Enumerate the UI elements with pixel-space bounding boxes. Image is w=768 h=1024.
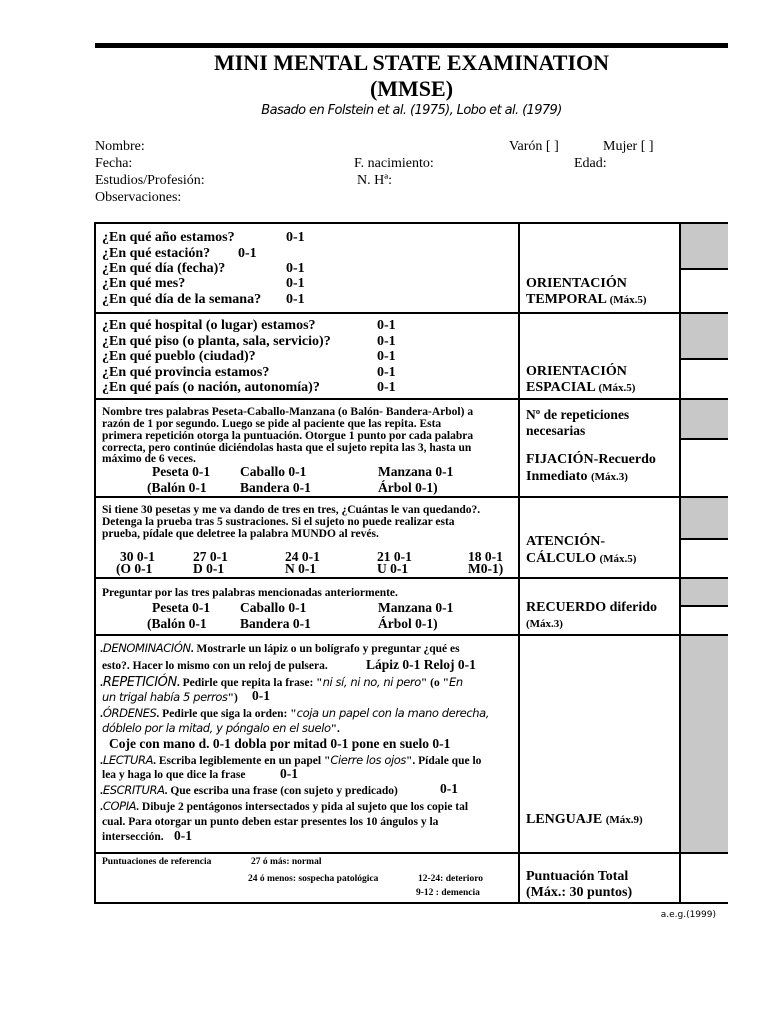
score-cell[interactable] — [680, 224, 728, 268]
section-label: ORIENTACIÓN — [526, 364, 627, 379]
copia-line: .COPIA. Dibuje 2 pentágonos intersectados y pida al sujeto que los copie tal — [100, 799, 469, 813]
footer-credit: a.e.g.(1999) — [660, 910, 716, 920]
denominacion-scores[interactable]: Lápiz 0-1 Reloj 0-1 — [366, 657, 476, 672]
row-border — [94, 634, 728, 636]
section-label: LENGUAJE (Máx.9) — [526, 812, 643, 827]
calc-option[interactable]: 30 0-1 — [120, 549, 155, 564]
score-option[interactable]: 0-1 — [377, 380, 396, 395]
question: ¿En qué país (o nación, autonomía)? — [102, 380, 320, 395]
escritura-line: .ESCRITURA. Que escriba una frase (con sujeto y predicado) — [100, 783, 398, 797]
question: ¿En qué hospital (o lugar) estamos? — [102, 318, 316, 333]
instruction-line: prueba, pídale que deletree la palabra MUNDO al revés. — [102, 528, 379, 540]
denominacion-line2: esto?. Hacer lo mismo con un reloj de pulsera. — [102, 660, 328, 672]
reference-normal: 27 ó más: normal — [251, 857, 322, 867]
calc-option[interactable]: N 0-1 — [285, 561, 317, 576]
score-option[interactable]: 0-1 — [238, 246, 257, 261]
word-option[interactable]: Caballo 0-1 — [240, 464, 307, 479]
instruction-line: Preguntar por las tres palabras mencionadas anteriormente. — [102, 587, 398, 599]
word-option[interactable]: Árbol 0-1) — [378, 616, 438, 631]
row-border — [94, 902, 728, 904]
repeticion-score[interactable]: 0-1 — [252, 688, 270, 703]
label-nha: N. Hª: — [357, 173, 392, 188]
section-label: Inmediato (Máx.3) — [526, 469, 628, 484]
score-option[interactable]: 0-1 — [286, 230, 305, 245]
word-option[interactable]: (Balón 0-1 — [147, 480, 207, 495]
word-option[interactable]: Bandera 0-1 — [240, 480, 311, 495]
copia-score[interactable]: 0-1 — [174, 828, 192, 843]
word-option[interactable]: Bandera 0-1 — [240, 616, 311, 631]
label-nombre: Nombre: — [95, 139, 145, 154]
title-line1: MINI MENTAL STATE EXAMINATION — [213, 50, 610, 75]
word-option[interactable]: Peseta 0-1 — [152, 464, 211, 479]
instruction-line: Nombre tres palabras Peseta-Caballo-Manzana (o Balón- Bandera-Arbol) a — [102, 406, 474, 418]
total-max: (Máx.: 30 puntos) — [526, 885, 633, 900]
label-nacimiento: F. nacimiento: — [354, 156, 434, 171]
score-cell[interactable] — [680, 400, 728, 438]
calc-option[interactable]: U 0-1 — [377, 561, 409, 576]
total-label: Puntuación Total — [526, 869, 629, 884]
row-border — [94, 852, 728, 854]
label-observaciones: Observaciones: — [95, 190, 182, 205]
instruction-line: correcta, pero continúe diciéndolas hasta que el sujeto repita las 3, hasta un — [102, 442, 472, 454]
score-cell[interactable] — [680, 636, 728, 852]
question: ¿En qué año estamos? — [102, 230, 235, 245]
section-label: RECUERDO diferido — [526, 600, 658, 615]
calc-option[interactable]: 18 0-1 — [468, 549, 503, 564]
score-cell[interactable] — [680, 314, 728, 358]
question: ¿En qué provincia estamos? — [102, 365, 270, 380]
checkbox-varon[interactable]: Varón [ ] — [509, 139, 559, 154]
word-option[interactable]: Peseta 0-1 — [152, 600, 211, 615]
word-option[interactable]: Caballo 0-1 — [240, 600, 307, 615]
col-border — [679, 222, 681, 904]
instruction-line: Detenga la prueba tras 5 sustraciones. Si el sujeto no puede realizar esta — [102, 516, 455, 528]
calc-option[interactable]: 21 0-1 — [377, 549, 412, 564]
reference-sospecha: 24 ó menos: sospecha patológica — [248, 874, 379, 884]
copia-line3: intersección. — [102, 831, 164, 843]
top-rule — [95, 43, 728, 48]
score-option[interactable]: 0-1 — [286, 276, 305, 291]
instruction-line: primera repetición otorga la puntuación. Otorgue 1 punto por cada palabra — [102, 430, 474, 442]
instruction-line: Si tiene 30 pesetas y me va dando de tres en tres, ¿Cuántas le van quedando?. — [102, 504, 481, 516]
row-border — [94, 312, 728, 314]
section-max: (Máx.3) — [526, 618, 563, 630]
section-label: ESPACIAL (Máx.5) — [526, 380, 636, 395]
row-border — [94, 496, 728, 498]
word-option[interactable]: Manzana 0-1 — [378, 464, 454, 479]
score-option[interactable]: 0-1 — [377, 349, 396, 364]
ordenes-scores[interactable]: Coje con mano d. 0-1 dobla por mitad 0-1 pone en suelo 0-1 — [109, 736, 451, 751]
score-option[interactable]: 0-1 — [377, 318, 396, 333]
col-border — [94, 222, 96, 904]
section-label: ATENCIÓN- — [526, 534, 606, 549]
copia-line2: cual. Para otorgar un punto deben estar presentes los 10 ángulos y la — [102, 816, 439, 828]
section-label: ORIENTACIÓN — [526, 276, 627, 291]
cell-border — [680, 605, 728, 607]
label-edad: Edad: — [574, 156, 607, 171]
row-border — [94, 577, 728, 579]
repeticion-line: .REPETICIÓN. Pedirle que repita la frase: "ni sí, ni no, ni pero" (o "En — [100, 675, 463, 690]
question: ¿En qué día de la semana? — [102, 292, 262, 307]
label-fecha: Fecha: — [95, 156, 133, 171]
escritura-score[interactable]: 0-1 — [440, 781, 458, 796]
calc-option[interactable]: M0-1) — [468, 561, 504, 576]
mmse-table — [94, 222, 728, 904]
repetitions-label: necesarias — [526, 423, 586, 438]
score-cell[interactable] — [680, 579, 728, 605]
instruction-line: razón de 1 por segundo. Luego se pide al paciente que las repita. Esta — [102, 418, 442, 430]
reference-deterioro: 12-24: deterioro — [418, 874, 483, 884]
ordenes-line2: dóblelo por la mitad, y póngalo en el suelo". — [102, 721, 340, 735]
calc-option[interactable]: (O 0-1 — [116, 561, 153, 576]
question: ¿En qué mes? — [102, 276, 186, 291]
question: ¿En qué piso (o planta, sala, servicio)? — [102, 334, 331, 349]
repeticion-line2: un trigal había 5 perros") — [102, 690, 238, 704]
col-border — [518, 222, 520, 904]
cell-border — [680, 438, 728, 440]
question: ¿En qué estación? — [102, 246, 211, 261]
denominacion-line: .DENOMINACIÓN. Mostrarle un lápiz o un bolígrafo y preguntar ¿qué es — [100, 641, 460, 655]
question: ¿En qué pueblo (ciudad)? — [102, 349, 256, 364]
cell-border — [680, 358, 728, 360]
subtitle: Basado en Folstein et al. (1975), Lobo et al. (1979) — [261, 103, 562, 118]
section-label: TEMPORAL (Máx.5) — [526, 292, 647, 307]
checkbox-mujer[interactable]: Mujer [ ] — [603, 139, 654, 154]
row-border — [94, 222, 728, 224]
calc-option[interactable]: D 0-1 — [193, 561, 225, 576]
score-option[interactable]: 0-1 — [286, 261, 305, 276]
calc-option[interactable]: 24 0-1 — [285, 549, 320, 564]
cell-border — [680, 268, 728, 270]
lectura-line: .LECTURA. Escriba legiblemente en un papel "Cierre los ojos". Pídale que lo — [100, 753, 482, 767]
cell-border — [680, 538, 728, 540]
section-label: FIJACIÓN-Recuerdo — [526, 452, 656, 467]
score-option[interactable]: 0-1 — [286, 292, 305, 307]
reference-title: Puntuaciones de referencia — [102, 857, 212, 867]
lectura-line2: lea y haga lo que dice la frase — [102, 769, 246, 781]
reference-demencia: 9-12 : demencia — [416, 888, 480, 898]
score-cell[interactable] — [680, 498, 728, 538]
score-option[interactable]: 0-1 — [377, 334, 396, 349]
ordenes-line: .ÓRDENES. Pedirle que siga la orden: "coja un papel con la mano derecha, — [100, 706, 490, 720]
question: ¿En qué día (fecha)? — [102, 261, 226, 276]
word-option[interactable]: Árbol 0-1) — [378, 480, 438, 495]
instruction-line: máximo de 6 veces. — [102, 453, 196, 465]
score-option[interactable]: 0-1 — [377, 365, 396, 380]
title-line2: (MMSE) — [369, 76, 454, 101]
lectura-score[interactable]: 0-1 — [280, 766, 298, 781]
row-border — [94, 398, 728, 400]
word-option[interactable]: Manzana 0-1 — [378, 600, 454, 615]
word-option[interactable]: (Balón 0-1 — [147, 616, 207, 631]
calc-option[interactable]: 27 0-1 — [193, 549, 228, 564]
repetitions-label: Nº de repeticiones — [526, 407, 630, 422]
section-label: CÁLCULO (Máx.5) — [526, 551, 637, 566]
label-estudios: Estudios/Profesión: — [95, 173, 205, 188]
